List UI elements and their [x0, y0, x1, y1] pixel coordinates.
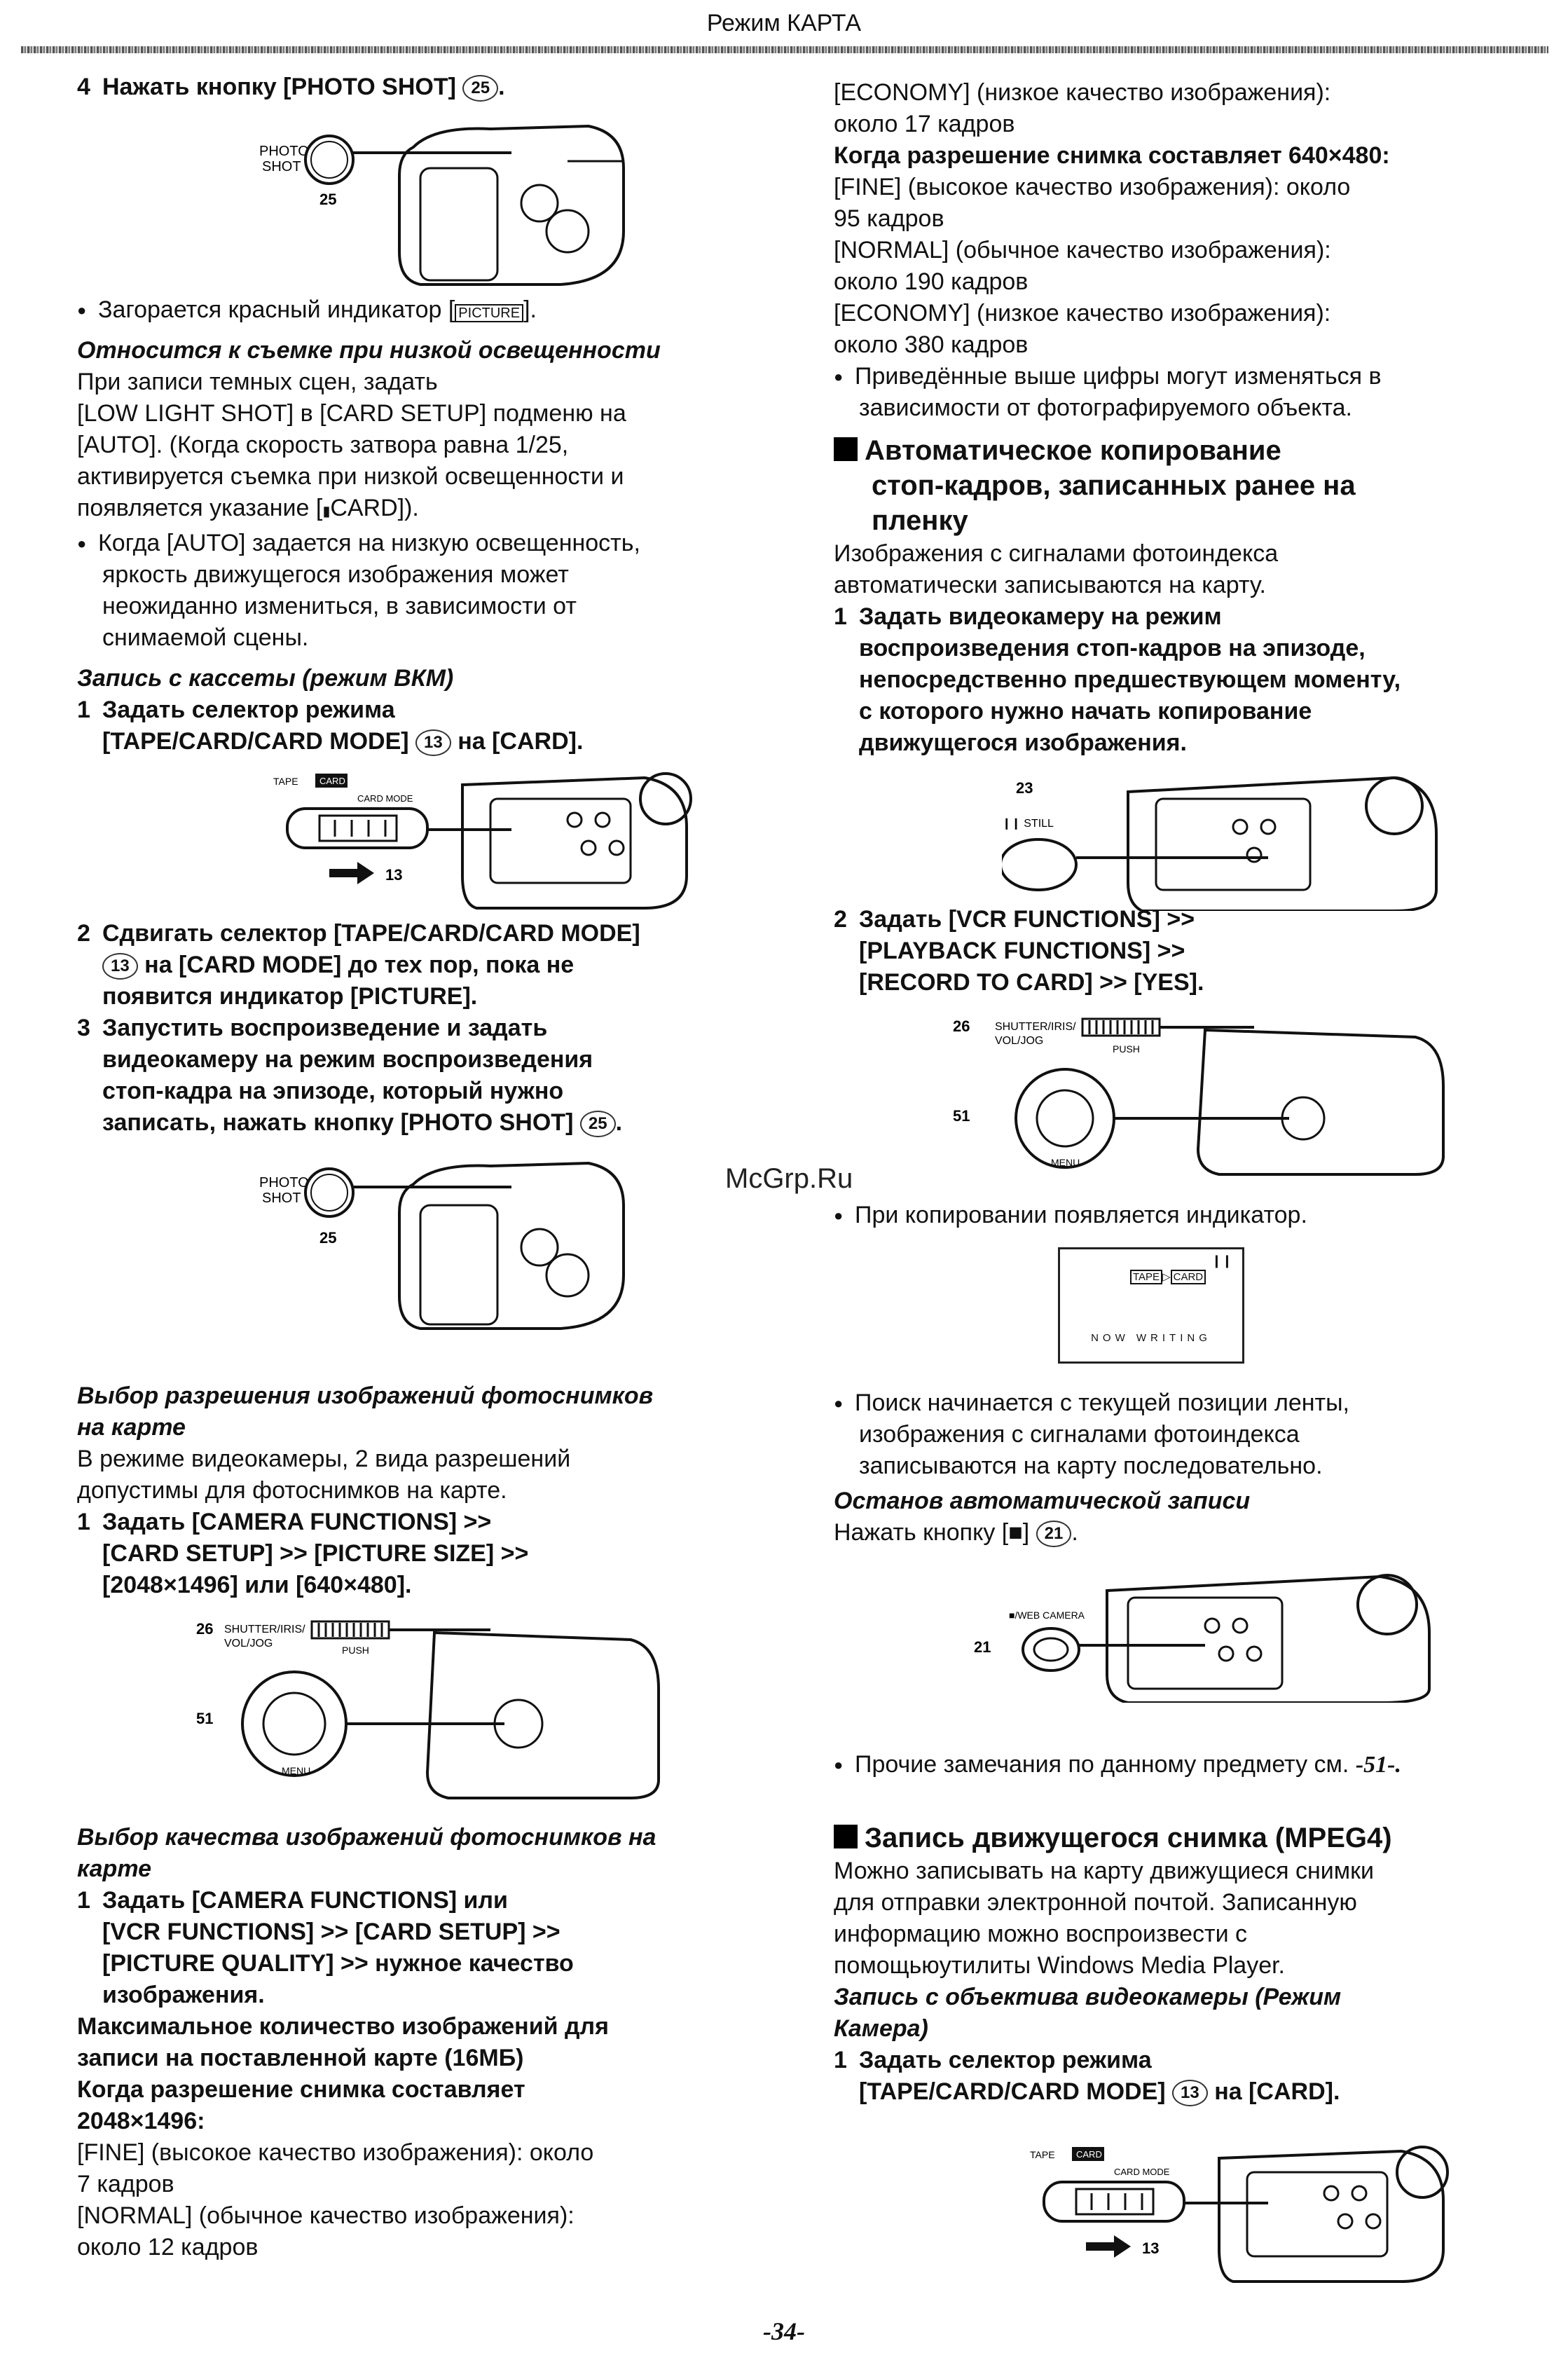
callout-51: 51: [196, 1710, 214, 1727]
quality-section: Выбор качества изображений фотоснимков на карте 1 Задать [CAMERA FUNCTIONS] или [VCR FUNCTIONS] >> [CARD SETUP] >> [PICTURE QUALITY] >> нужное качество изображения. Максимальное количество изображений для записи на поставленной карте (16МБ) Когда разрешение снимка составляет 2048×1496: [FINE] (высокое качество изображения): около 7 кадров [NORMAL] (обычное качество изображения): около 12 кадров: [77, 1824, 656, 2260]
still-figure: [1002, 771, 1450, 911]
page-ref-link[interactable]: -51-.: [1355, 1752, 1401, 1778]
shutter-label-r: SHUTTER/IRIS/: [995, 1021, 1076, 1033]
webcam-label: ■/WEB CAMERA: [1009, 1610, 1085, 1621]
dial-figure: [196, 1619, 673, 1801]
photo-shot-figure: [259, 119, 652, 287]
step-4: 4 Нажать кнопку [PHOTO SHOT] 25 .: [77, 74, 505, 100]
camcorder-body-icon-2: [1219, 2151, 1443, 2282]
menu-label: MENU: [282, 1765, 311, 1776]
menu-label-r: MENU: [1051, 1157, 1080, 1168]
search-note: ● Поиск начинается с текущей позиции ленты, изображения с сигналами фотоиндекса записываются на карту последовательно.: [834, 1387, 1506, 1482]
photo-shot-button-icon-2: [305, 1169, 353, 1216]
pause-icon: ❙❙: [1211, 1254, 1232, 1268]
mpeg-section: Запись движущегося снимка (MPEG4) Можно записывать на карту движущиеся снимки для отправки электронной почтой. Записанную информацию можно воспроизвести с помощьюутилиты Windows Media Player. Запись с объектива видеокамеры (Режим Камера) 1 Задать селектор режима [TAPE/CARD/CARD MODE] 13 на [CARD].: [834, 1823, 1392, 2105]
stop-button-icon: [1023, 1628, 1079, 1670]
card-label: CARD: [319, 776, 345, 786]
now-writing-text: NOW WRITING: [1091, 1332, 1211, 1344]
low-light-section: Относится к съемке при низкой освещенности При записи темных сцен, задать [LOW LIGHT SHOT] в [CARD SETUP] подменю на [AUTO]. (Когда скорость затвора равна 1/25, активируется съемка при низкой освещенности и появляется указание [▮CARD]). ● Когда [AUTO] задается на низкую освещенность, яркость движущегося изображения может неожиданно измениться, в зависимости от снимаемой сцены.: [77, 335, 736, 654]
tape-card-indicator: TAPE ▷ CARD: [1130, 1270, 1206, 1283]
page-header: Режим КАРТА: [706, 10, 862, 36]
auto-copy-section: Автоматическое копирование стоп-кадров, записанных ранее на пленку Изображения с сигналами фотоиндекса автоматически записываются на карту. 1 Задать видеокамеру на режим воспроизведения стоп-кадров на эпизоде, непосредственно предшествующем моменту, с которого нужно начать копирование движущегося изображения.: [834, 435, 1401, 756]
callout-25-2: 25: [319, 1229, 337, 1247]
webcam-figure: [974, 1563, 1450, 1703]
callout-13: 13: [385, 866, 403, 884]
arrow-right-icon: [329, 862, 374, 884]
page-number: -34-: [763, 2317, 805, 2345]
shot-label: SHOT: [262, 159, 301, 174]
shutter-label: SHUTTER/IRIS/: [224, 1624, 305, 1635]
cardmode-label-2: CARD MODE: [1114, 2167, 1170, 2177]
callout-25: 25: [319, 191, 337, 208]
header-rule: [21, 46, 1548, 53]
shot-label-2: SHOT: [262, 1191, 301, 1206]
mode-switch-icon-2: [1044, 2182, 1184, 2221]
camcorder-web-icon: [1107, 1577, 1429, 1703]
menu-dial-icon: [242, 1672, 346, 1776]
tape-label-2: TAPE: [1030, 2149, 1055, 2160]
cardmode-label: CARD MODE: [357, 793, 413, 804]
mode-switch-icon: [287, 809, 427, 848]
callout-23: 23: [1016, 779, 1033, 797]
photo-shot-figure-2: [259, 1156, 652, 1331]
mode-selector-figure-2: [939, 2144, 1471, 2284]
tape-label: TAPE: [273, 776, 298, 787]
still-label: ❙❙ STILL: [1002, 818, 1054, 830]
copy-indicator-note: ● При копировании появляется индикатор.: [834, 1200, 1506, 1231]
camcorder-icon: [399, 126, 624, 284]
lcd-indicator: [1058, 1247, 1244, 1364]
auto-step-2: 2 Задать [VCR FUNCTIONS] >> [PLAYBACK FUNCTIONS] >> [RECORD TO CARD] >> [YES].: [834, 906, 1204, 996]
menu-dial-icon-r: [1016, 1069, 1114, 1167]
callout-26-r: 26: [953, 1017, 970, 1035]
quality-continued: [ECONOMY] (низкое качество изображения): около 17 кадров Когда разрешение снимка составляет 640×480: [FINE] (высокое качество изображения): около 95 кадров [NORMAL] (обычное качество изображения): около 190 кадров [ECONOMY] (низкое качество изображения): около 380 кадров ● Приведённые выше цифры могут изменяться в зависимости от фотографируемого объекта.: [834, 77, 1506, 424]
photo-label-2: PHOTO: [259, 1175, 309, 1191]
other-notes: ● Прочие замечания по данному предмету см. -51-.: [834, 1749, 1506, 1781]
stop-section: Останов автоматической записи Нажать кнопку [■] 21 .: [834, 1488, 1251, 1546]
watermark: McGrp.Ru: [725, 1163, 853, 1194]
jog-dial-icon-r: [1082, 1019, 1160, 1036]
voljog-label-r: VOL/JOG: [995, 1035, 1044, 1047]
push-label-r: PUSH: [1113, 1043, 1140, 1055]
jog-figure-right: [953, 1016, 1457, 1177]
vcr-section: Запись с кассеты (режим ВКМ) 1 Задать селектор режима [TAPE/CARD/CARD MODE] 13 на [CARD].: [77, 665, 584, 755]
push-label: PUSH: [342, 1645, 369, 1656]
card-label-2: CARD: [1076, 2149, 1102, 2160]
photo-shot-button-icon: [305, 136, 353, 184]
arrow-right-icon-2: [1086, 2235, 1131, 2258]
callout-21: 21: [974, 1638, 991, 1656]
callout-26: 26: [196, 1620, 214, 1638]
camcorder-body-icon: [462, 778, 687, 908]
still-button-icon: [1002, 839, 1076, 890]
section-square-icon: [834, 437, 858, 461]
jog-dial-icon: [312, 1621, 389, 1638]
camcorder-side-icon-r: [1198, 1030, 1443, 1174]
photo-label: PHOTO: [259, 144, 309, 159]
red-indicator-note: ● Загорается красный индикатор [ PICTURE ].: [77, 294, 736, 329]
vcr-steps-2-3: 2 Сдвигать селектор [TAPE/CARD/CARD MODE] 13 на [CARD MODE] до тех пор, пока не появится индикатор [PICTURE]. 3 Запустить воспроизведение и задать видеокамеру на режим воспроизведения стоп-кадра на эпизоде, который нужно записать, нажать кнопку [PHOTO SHOT] 25 .: [77, 920, 640, 1136]
callout-13-2: 13: [1142, 2239, 1160, 2257]
resolution-section: Выбор разрешения изображений фотоснимков на карте В режиме видеокамеры, 2 вида разрешений допустимы для фотоснимков на карте. 1 Задать [CAMERA FUNCTIONS] >> [CARD SETUP] >> [PICTURE SIZE] >> [2048×1496] или [640×480].: [77, 1383, 654, 1598]
section-square-icon-2: [834, 1825, 858, 1848]
mode-selector-figure: [182, 771, 715, 911]
camcorder-side-icon: [427, 1633, 659, 1798]
callout-51-r: 51: [953, 1107, 970, 1125]
voljog-label: VOL/JOG: [224, 1638, 273, 1649]
